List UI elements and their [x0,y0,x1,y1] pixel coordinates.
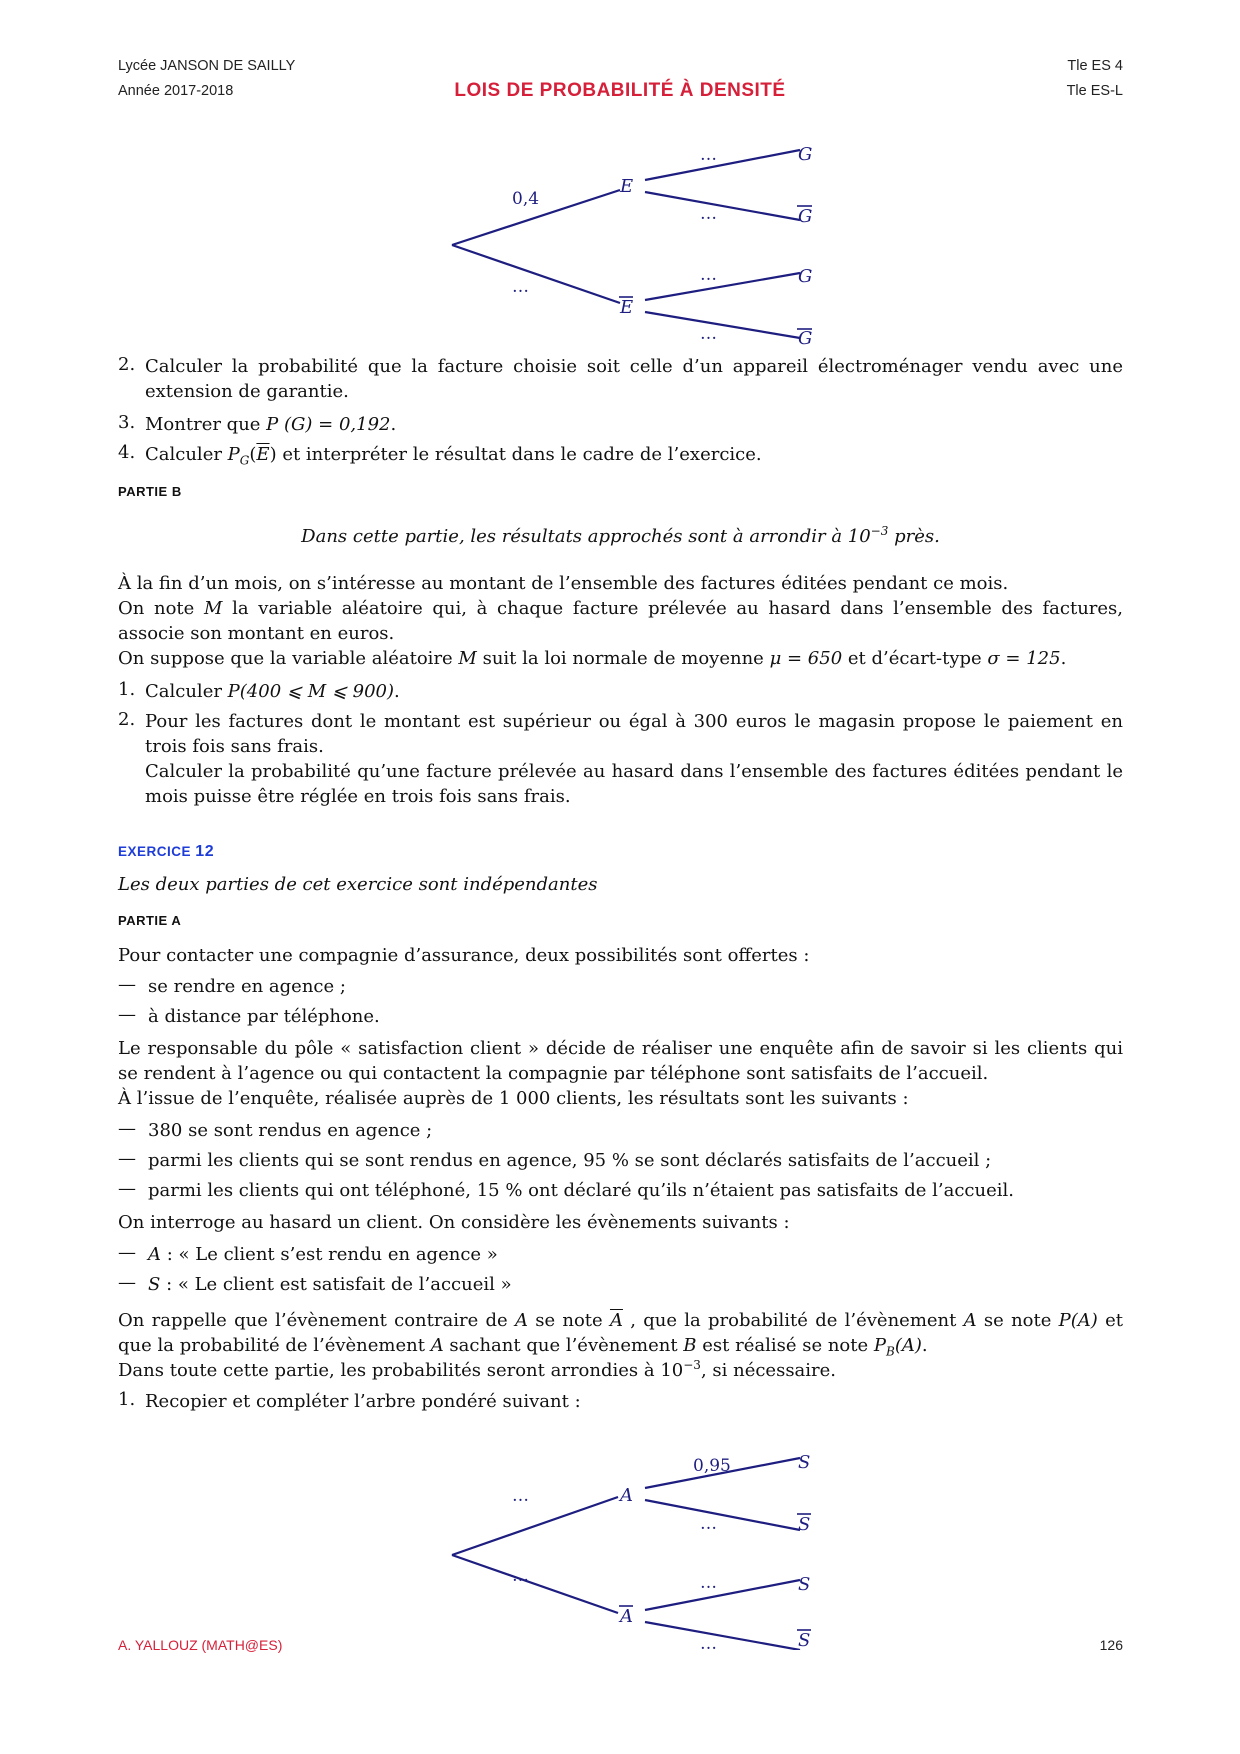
ex12-paragraph-2: Le responsable du pôle « satisfaction client » décide de réaliser une enquête afin de savoir si les clients qui se rendent à l’agence ou qui contactent la compagnie par téléphone sont satisfaits de l’accueil. [118,1038,1123,1084]
tree2-leaf-sbar: S [798,1514,811,1535]
part-b-paragraph-2 [118,596,1123,646]
p5-d: se note [976,1310,1059,1331]
class-label-2: Tle ES-L [1066,83,1123,99]
tree2-node-abar: A [620,1606,633,1627]
bullet-dash-2: — [118,1004,136,1025]
p5-var-b: B [683,1335,697,1356]
part-b-note-exp: −3 [870,524,889,538]
tree2-branch-root-a [452,1497,618,1555]
exercise-12-heading [118,843,214,861]
tree2-prob-abar-top: … [700,1573,717,1593]
ex12-q1-number: 1. [118,1389,136,1410]
tree1-prob-ebar-top: … [700,265,717,285]
part-b-q2-number: 2. [118,709,136,730]
exercise-label: EXERCICE [118,844,192,859]
tree2-branch-abar-sbar [645,1622,800,1650]
ex12-paragraph-1: Pour contacter une compagnie d’assurance, deux possibilités sont offertes : [118,945,810,966]
ex12-q1-text: Recopier et compléter l’arbre pondéré suivant : [145,1391,581,1412]
tree1-leaf-gbar: G [798,206,813,227]
footer-author: A. YALLOUZ (MATH@ES) [118,1637,283,1653]
bullet-dash-4: — [118,1148,136,1169]
school-name: Lycée JANSON DE SAILLY [118,58,296,74]
tree1-leaf-gbar-2: G [798,328,813,349]
tree1-leaf-g: G [798,144,813,165]
ex12-paragraph-5 [118,1308,1123,1358]
part-b-p3-sigma: σ = 125 [987,648,1061,669]
p6-post: , si nécessaire. [700,1360,837,1381]
tree2-prob-a-top: 0,95 [693,1456,731,1476]
question-3-number: 3. [118,412,136,433]
question-3-math: P (G) = 0,192 [266,414,391,435]
part-b-note [118,524,1123,549]
probability-tree-2 [0,1400,1240,1650]
result-1: 380 se sont rendus en agence ; [148,1120,433,1141]
tree1-branch-root-ebar [452,245,620,303]
tree2-branch-root-abar [452,1555,618,1613]
page-title: LOIS DE PROBABILITÉ À DENSITÉ [454,80,786,101]
tree2-branch-a-sbar [645,1500,800,1530]
ex12-paragraph-3: À l’issue de l’enquête, réalisée auprès de 1 000 clients, les résultats sont les suivants : [118,1088,909,1109]
tree1-prob-e-bottom: … [700,204,717,224]
question-3-pre: Montrer que [145,414,267,435]
part-b-q1-number: 1. [118,679,136,700]
p5-var-abar: $\overline{A}$ [609,1310,623,1331]
tree1-prob-root-top: 0,4 [512,189,540,209]
tree1-prob-ebar-bottom: … [700,324,717,344]
tree2-leaf-sbar-2: S [798,1630,811,1650]
footer-page-number: 126 [1099,1637,1123,1653]
exercise-number: 12 [195,843,215,860]
result-3: parmi les clients qui ont téléphoné, 15 % ont déclaré qu’ils n’étaient pas satisfaits de l’accueil. [148,1180,1014,1201]
tree1-branch-e-gbar [645,192,800,220]
part-b-q1-math: P(400 ⩽ M ⩽ 900) [227,681,395,702]
p6-pre: Dans toute cette partie, les probabilités seront arrondies à 10 [118,1360,684,1381]
part-b-p3-mid: suit la loi normale de moyenne [476,648,770,669]
p5-pb-arg: (A) [894,1335,922,1356]
school-year: Année 2017-2018 [118,83,234,99]
tree2-prob-root-bottom: … [512,1566,529,1586]
p5-pb-sub: B [885,1344,895,1359]
bullet-telephone: à distance par téléphone. [148,1006,380,1027]
part-b-q1-pre: Calculer [145,681,228,702]
bullet-agence: se rendre en agence ; [148,976,346,997]
tree1-prob-e-top: … [700,145,717,165]
event-s-var: S [148,1274,161,1295]
p5-var-a1: A [514,1310,528,1331]
part-b-p2-post: la variable aléatoire qui, à chaque facture prélevée au hasard dans l’ensemble des factures, associe son montant en euros. [118,598,1124,644]
part-b-q2-text: Pour les factures dont le montant est supérieur ou égal à 300 euros le magasin propose le paiement en trois fois sans frais. [145,711,1123,757]
question-4-text: Calculer $P_G(\overline{E})$ et interpréter le résultat dans le cadre de l’exercice. [145,444,762,468]
question-2-text: Calculer la probabilité que la facture choisie soit celle d’un appareil électroménager vendu avec une extension de garantie. [145,356,1123,402]
part-b-paragraph-1: À la fin d’un mois, on s’intéresse au montant de l’ensemble des factures éditées pendant ce mois. [118,573,1009,594]
bullet-dash-1: — [118,974,136,995]
event-s [148,1272,512,1297]
tree2-prob-a-bottom: … [700,1514,717,1534]
bullet-dash-7: — [118,1272,136,1293]
question-4-number: 4. [118,442,136,463]
part-b-heading: PARTIE B [118,484,182,499]
question-4-math-p: P [227,444,240,465]
tree1-node-ebar: E [620,297,634,318]
tree1-node-e: E [620,176,634,197]
question-4-pre: Calculer [145,444,228,465]
event-a-text: : « Le client s’est rendu en agence » [161,1244,498,1265]
ex12-paragraph-4: On interroge au hasard un client. On considère les évènements suivants : [118,1212,790,1233]
part-b-q1-text [145,679,1123,704]
part-b-p2-pre: On note [118,598,204,619]
bullet-dash-6: — [118,1242,136,1263]
part-b-note-pre: Dans cette partie, les résultats approchés sont à arrondir à 10 [301,526,871,547]
part-b-q1-post: . [394,681,400,702]
p5-var-a3: A [430,1335,444,1356]
question-4-post: et interpréter le résultat dans le cadre de l’exercice. [276,444,762,465]
event-a-var: A [148,1244,161,1265]
probability-tree-1 [0,0,1240,360]
event-s-text: : « Le client est satisfait de l’accueil » [160,1274,512,1295]
tree2-prob-root-top: … [512,1486,529,1506]
question-4-math-sub: G [239,453,250,468]
event-a [148,1242,498,1267]
p5-a: On rappelle que l’évènement contraire de [118,1310,515,1331]
part-b-p3-post: . [1060,648,1067,669]
class-label-1: Tle ES 4 [1067,58,1123,74]
p6-exp: −3 [683,1358,701,1372]
ex12-paragraph-6 [118,1358,1123,1383]
p5-var-a2: A [963,1310,977,1331]
part-b-p3-and: et d’écart-type [842,648,988,669]
part-b-paragraph-3 [118,646,1123,671]
part-a-heading: PARTIE A [118,913,182,928]
bullet-dash-5: — [118,1178,136,1199]
part-b-q2-text-2: Calculer la probabilité qu’une facture prélevée au hasard dans l’ensemble des factures éditées pendant le mois puisse être réglée en trois fois sans frais. [145,761,1123,807]
question-3-text [145,412,1123,437]
part-b-p3-var: M [458,648,477,669]
part-b-p2-var: M [203,598,223,619]
part-b-note-post: près. [888,526,940,547]
tree2-leaf-s: S [798,1452,811,1473]
part-b-p3-pre: On suppose que la variable aléatoire [118,648,459,669]
bullet-dash-3: — [118,1118,136,1139]
tree2-branch-abar-s [645,1580,800,1610]
p5-pb: P [873,1335,886,1356]
question-4-math-arg: $\overline{E}$ [256,444,270,465]
p5-pa: P(A) [1058,1310,1098,1331]
tree2-prob-abar-bottom: … [700,1634,717,1650]
p5-c: , que la probabilité de l’évènement [622,1310,964,1331]
exercise-12-intro: Les deux parties de cet exercice sont indépendantes [118,874,598,895]
tree1-branch-ebar-g [645,273,800,300]
tree1-prob-root-bottom: … [512,277,529,297]
result-2: parmi les clients qui se sont rendus en agence, 95 % se sont déclarés satisfaits de l’accueil ; [148,1150,992,1171]
tree1-branch-ebar-gbar [645,312,800,338]
p5-e: et que la probabilité de l’évènement [118,1310,1123,1356]
tree1-leaf-g-2: G [798,266,813,287]
question-2-number: 2. [118,354,136,375]
tree2-leaf-s-2: S [798,1574,811,1595]
tree1-branch-e-g [645,150,800,180]
p5-f: sachant que l’évènement [443,1335,684,1356]
p5-g: est réalisé se note [696,1335,874,1356]
p5-h: . [921,1335,928,1356]
tree2-node-a: A [620,1485,633,1506]
part-b-p3-mu: μ = 650 [769,648,843,669]
question-3-post: . [390,414,397,435]
p5-b: se note [527,1310,610,1331]
